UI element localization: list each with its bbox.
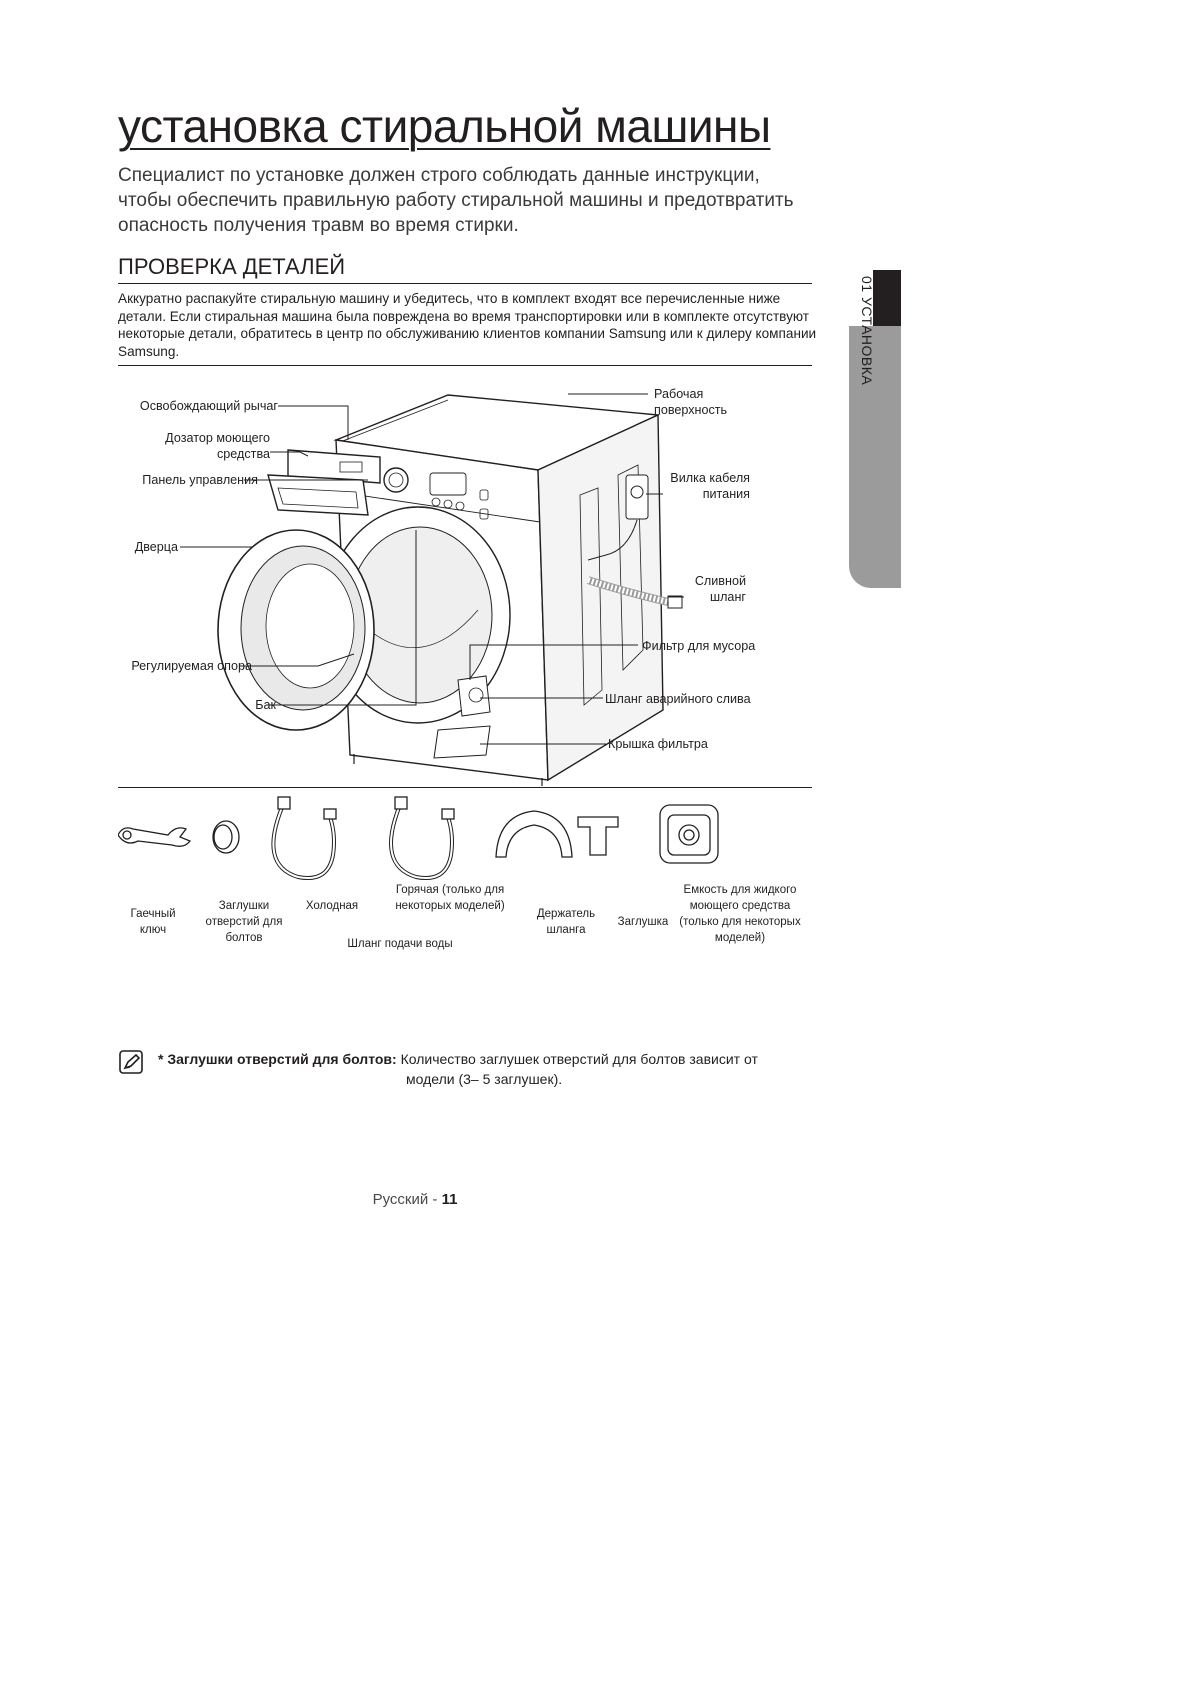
acc-label-cold: Холодная [305, 900, 359, 912]
section-heading-rule [118, 283, 812, 284]
plug-icon [578, 817, 618, 855]
accessories-illustration [118, 795, 818, 885]
diagram-rule [118, 787, 812, 788]
label-power-plug: Вилка кабеля питания [670, 471, 750, 501]
acc-label-hose-holder: Держатель шланга [536, 908, 596, 936]
label-adjustable-foot: Регулируемая опора [131, 659, 252, 673]
page-number: 11 [441, 1191, 458, 1208]
note-icon [118, 1049, 144, 1075]
label-filter-cover: Крышка фильтра [608, 737, 708, 751]
hose-holder-icon [496, 811, 572, 857]
acc-label-spanner: Гаечный ключ [130, 908, 176, 936]
acc-label-plug: Заглушка [617, 916, 669, 928]
label-drain-hose: Сливной шланг [694, 574, 746, 604]
label-emergency-drain: Шланг аварийного слива [605, 692, 751, 706]
chapter-tab-label: 01 УСТАНОВКА [859, 276, 875, 386]
intro-paragraph: Специалист по установке должен строго соблюдать данные инструкции, чтобы обеспечить правильную работу стиральной машины и предотвратить опасность получения травм во время стирки. [118, 165, 794, 236]
label-release-lever: Освобождающий рычаг [139, 399, 278, 413]
label-control-panel: Панель управления [142, 473, 258, 487]
label-detergent-dispenser: Дозатор моющего средства [165, 431, 270, 461]
label-drum: Бак [255, 698, 276, 712]
label-door: Дверца [134, 540, 178, 554]
section-heading: ПРОВЕРКА ДЕТАЛЕЙ [118, 254, 346, 279]
note-body: Количество заглушек отверстий для болтов зависит от [400, 1051, 758, 1067]
note-label: * Заглушки отверстий для болтов: [158, 1051, 397, 1067]
note-text [158, 1049, 798, 1089]
acc-label-bolt-caps: Заглушки отверстий для болтов [205, 900, 283, 944]
acc-label-water-hose: Шланг подачи воды [347, 938, 453, 950]
section-body-rule [118, 365, 812, 366]
note-body-line2: модели (3– 5 заглушек). [406, 1071, 563, 1087]
page-title: установка стиральной машины [118, 100, 771, 152]
acc-label-liquid-container: Емкость для жидкого моющего средства (только для некоторых моделей) [679, 884, 801, 944]
liquid-container-icon [660, 805, 718, 863]
spanner-icon [118, 828, 190, 846]
cold-hose-icon [273, 797, 336, 878]
bolt-cap-icon [213, 821, 239, 853]
page-footer [0, 1191, 830, 1208]
chapter-tab-marker [873, 270, 901, 326]
acc-label-hot: Горячая (только для некоторых моделей) [395, 884, 505, 912]
hot-hose-icon [391, 797, 454, 878]
label-worktop: Рабочая поверхность [654, 387, 728, 417]
footer-language: Русский - [372, 1191, 442, 1208]
section-body: Аккуратно распакуйте стиральную машину и убедитесь, что в комплект входят все перечисленные ниже детали. Если стиральная машина была повреждена во время транспортировки или в комплекте отсутствуют некоторые детали, обратитесь в центр по обслуживанию клиентов компании Samsung или к дилеру компании Samsung. [118, 291, 817, 359]
label-debris-filter: Фильтр для мусора [642, 639, 756, 653]
